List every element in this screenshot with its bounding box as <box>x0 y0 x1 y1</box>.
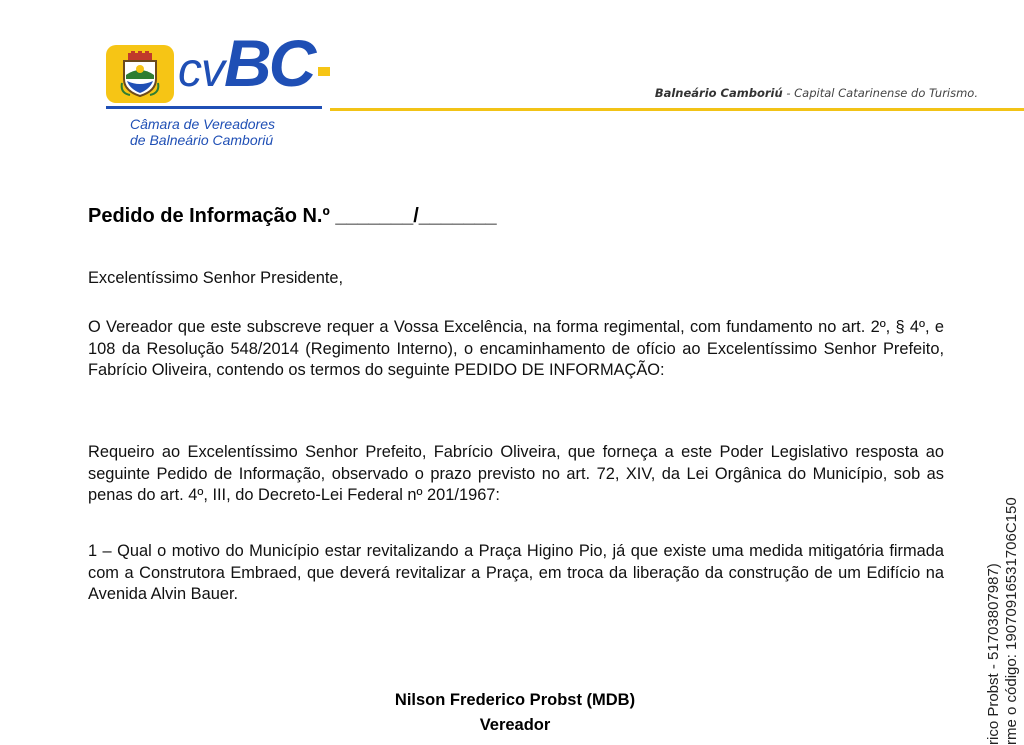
salutation: Excelentíssimo Senhor Presidente, <box>88 269 344 287</box>
signature-name: Nilson Frederico Probst (MDB) <box>394 691 636 709</box>
brand-accent-bar <box>318 67 330 76</box>
stamp-line-1: rico Probst - 51703807987) <box>985 563 1002 745</box>
digital-signature-stamp <box>985 497 1021 745</box>
tagline-city: Balneário Camboriú <box>654 86 783 100</box>
question-1: 1 – Qual o motivo do Município estar revitalizando a Praça Higino Pio, já que existe uma medida mitigatória firmada com a Construtora Embraed, que deverá revitalizar a Praça, em troca da liberação da construção de um Edifício na Avenida Alvin Bauer. <box>88 542 944 603</box>
document-title: Pedido de Informação N.º _______/_______ <box>88 205 497 227</box>
paragraph-request: O Vereador que este subscreve requer a Vossa Excelência, na forma regimental, com fundamento no art. 2º, § 4º, e 108 da Resolução 548/2014 (Regimento Interno), o encaminhamento de ofício ao Excelentíssimo Senhor Prefeito, Fabrício Oliveira, contendo os termos do seguinte PEDIDO DE INFORMAÇÃO: <box>88 318 944 379</box>
header-divider-line <box>330 108 1024 111</box>
header-tagline <box>655 86 978 100</box>
logo-subtitle-line2: de Balneário Camboriú <box>130 132 274 148</box>
stamp-line-2: rme o código: 19070916531706C150 <box>1003 497 1020 745</box>
signature-role: Vereador <box>479 716 551 734</box>
logo-underline <box>106 106 322 109</box>
brand-main: BC <box>224 26 314 100</box>
logo-subtitle <box>130 116 330 148</box>
tagline-rest: - Capital Catarinense do Turismo. <box>782 86 978 100</box>
logo-subtitle-line1: Câmara de Vereadores <box>130 116 276 132</box>
brand-prefix: cv <box>178 44 224 97</box>
city-crest-icon <box>120 51 160 97</box>
camara-logo <box>106 26 331 152</box>
brand-wordmark <box>178 26 314 100</box>
paragraph-information-request: Requeiro ao Excelentíssimo Senhor Prefeito, Fabrício Oliveira, que forneça a este Poder Legislativo resposta ao seguinte Pedido de Informação, observado o prazo previsto no art. 72, XIV, da Lei Orgânica do Município, sob as penas do art. 4º, III, do Decreto-Lei Federal nº 201/1967: <box>88 443 944 504</box>
